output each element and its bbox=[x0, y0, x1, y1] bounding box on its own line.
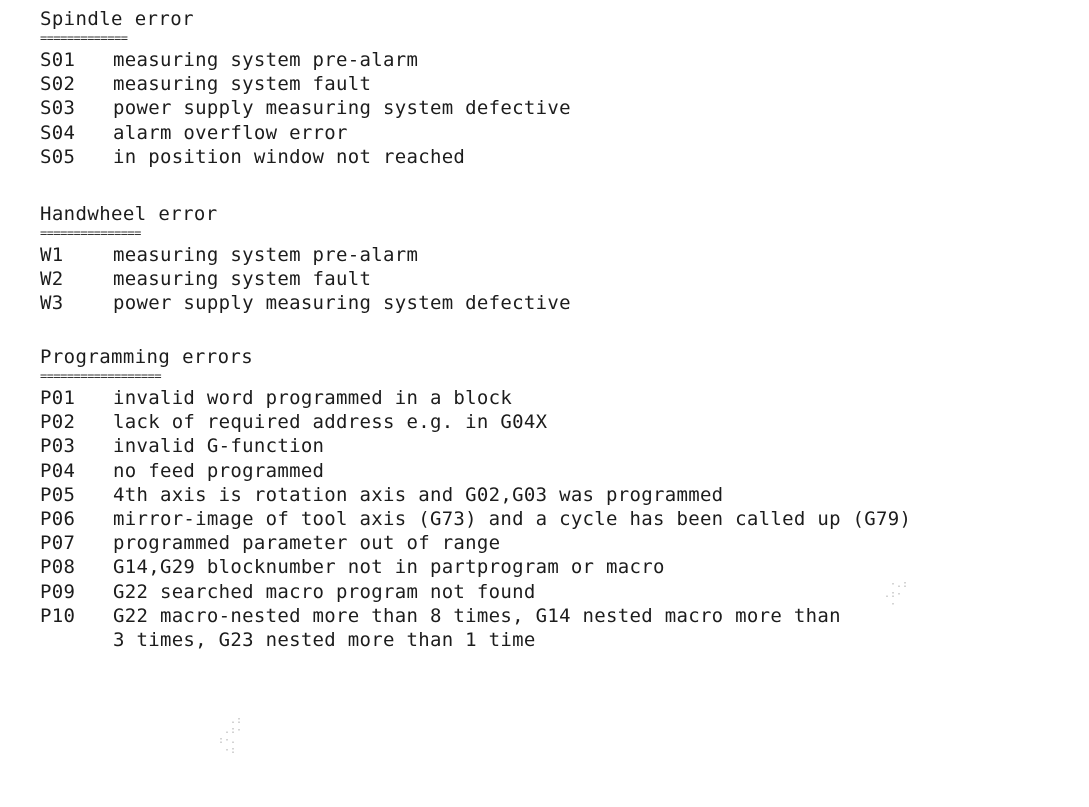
programming-errors-section bbox=[40, 346, 911, 652]
error-code: P04 bbox=[40, 459, 76, 482]
error-entry bbox=[40, 145, 571, 169]
error-code: W2 bbox=[40, 268, 64, 291]
error-entry bbox=[40, 434, 911, 458]
error-entry bbox=[40, 483, 911, 507]
error-code: P08 bbox=[40, 556, 76, 579]
error-entry bbox=[40, 604, 911, 628]
error-entry bbox=[40, 555, 911, 579]
error-description: alarm overflow error bbox=[113, 121, 348, 144]
error-code: P06 bbox=[40, 508, 76, 531]
error-description: lack of required address e.g. in G04X bbox=[113, 411, 548, 434]
error-code: P09 bbox=[40, 580, 76, 603]
handwheel-error-section bbox=[40, 203, 571, 316]
error-entry bbox=[40, 96, 571, 120]
error-code: S03 bbox=[40, 97, 76, 120]
scan-speckle: .: .:· :·. ·: bbox=[218, 715, 243, 756]
heading-underline: =============== bbox=[40, 226, 141, 240]
error-entry bbox=[40, 267, 571, 291]
section-heading: Programming errors bbox=[40, 346, 254, 368]
section-heading: Handwheel error bbox=[40, 203, 218, 225]
error-entry bbox=[40, 531, 911, 555]
heading-underline: ================== bbox=[40, 369, 162, 383]
error-description: programmed parameter out of range bbox=[113, 532, 501, 555]
error-code: P01 bbox=[40, 387, 76, 409]
error-entry bbox=[40, 48, 571, 72]
error-code: W1 bbox=[40, 244, 64, 266]
error-entry bbox=[40, 243, 571, 267]
error-description: power supply measuring system defective bbox=[113, 97, 571, 120]
error-entry bbox=[40, 459, 911, 483]
error-code: P05 bbox=[40, 483, 76, 506]
section-heading: Spindle error bbox=[40, 8, 194, 30]
error-entry bbox=[40, 580, 911, 604]
error-entry bbox=[40, 410, 911, 434]
error-code: S01 bbox=[40, 49, 76, 71]
error-description: measuring system fault bbox=[113, 73, 372, 96]
error-description: invalid word programmed in a block bbox=[113, 387, 513, 409]
error-description: measuring system fault bbox=[113, 268, 372, 291]
error-description: G14,G29 blocknumber not in partprogram or macro bbox=[113, 556, 665, 579]
error-entry bbox=[40, 291, 571, 315]
error-description: invalid G-function bbox=[113, 435, 325, 458]
error-description: G22 macro-nested more than 8 times, G14 nested macro more than bbox=[113, 604, 841, 627]
error-code: P10 bbox=[40, 604, 76, 627]
error-description: no feed programmed bbox=[113, 459, 325, 482]
error-code: S05 bbox=[40, 145, 76, 168]
error-description: measuring system pre-alarm bbox=[113, 49, 419, 71]
error-description: in position window not reached bbox=[113, 145, 466, 168]
error-description: G22 searched macro program not found bbox=[113, 580, 536, 603]
error-description: mirror-image of tool axis (G73) and a cycle has been called up (G79) bbox=[113, 508, 912, 531]
error-description: measuring system pre-alarm bbox=[113, 244, 419, 266]
error-entry bbox=[40, 121, 571, 145]
error-code: S02 bbox=[40, 73, 76, 96]
error-code: P03 bbox=[40, 435, 76, 458]
error-code: P07 bbox=[40, 532, 76, 555]
error-description-continuation: 3 times, G23 nested more than 1 time bbox=[113, 629, 536, 652]
scan-speckle: ·.: .:· · bbox=[884, 579, 909, 610]
heading-underline: ============= bbox=[40, 31, 128, 45]
error-code: S04 bbox=[40, 121, 76, 144]
error-code: W3 bbox=[40, 292, 64, 315]
error-entry bbox=[40, 386, 911, 410]
error-code: P02 bbox=[40, 411, 76, 434]
spindle-error-section bbox=[40, 8, 571, 169]
error-description: power supply measuring system defective bbox=[113, 292, 571, 315]
error-description: 4th axis is rotation axis and G02,G03 was programmed bbox=[113, 483, 724, 506]
error-entry bbox=[40, 507, 911, 531]
error-entry bbox=[40, 72, 571, 96]
